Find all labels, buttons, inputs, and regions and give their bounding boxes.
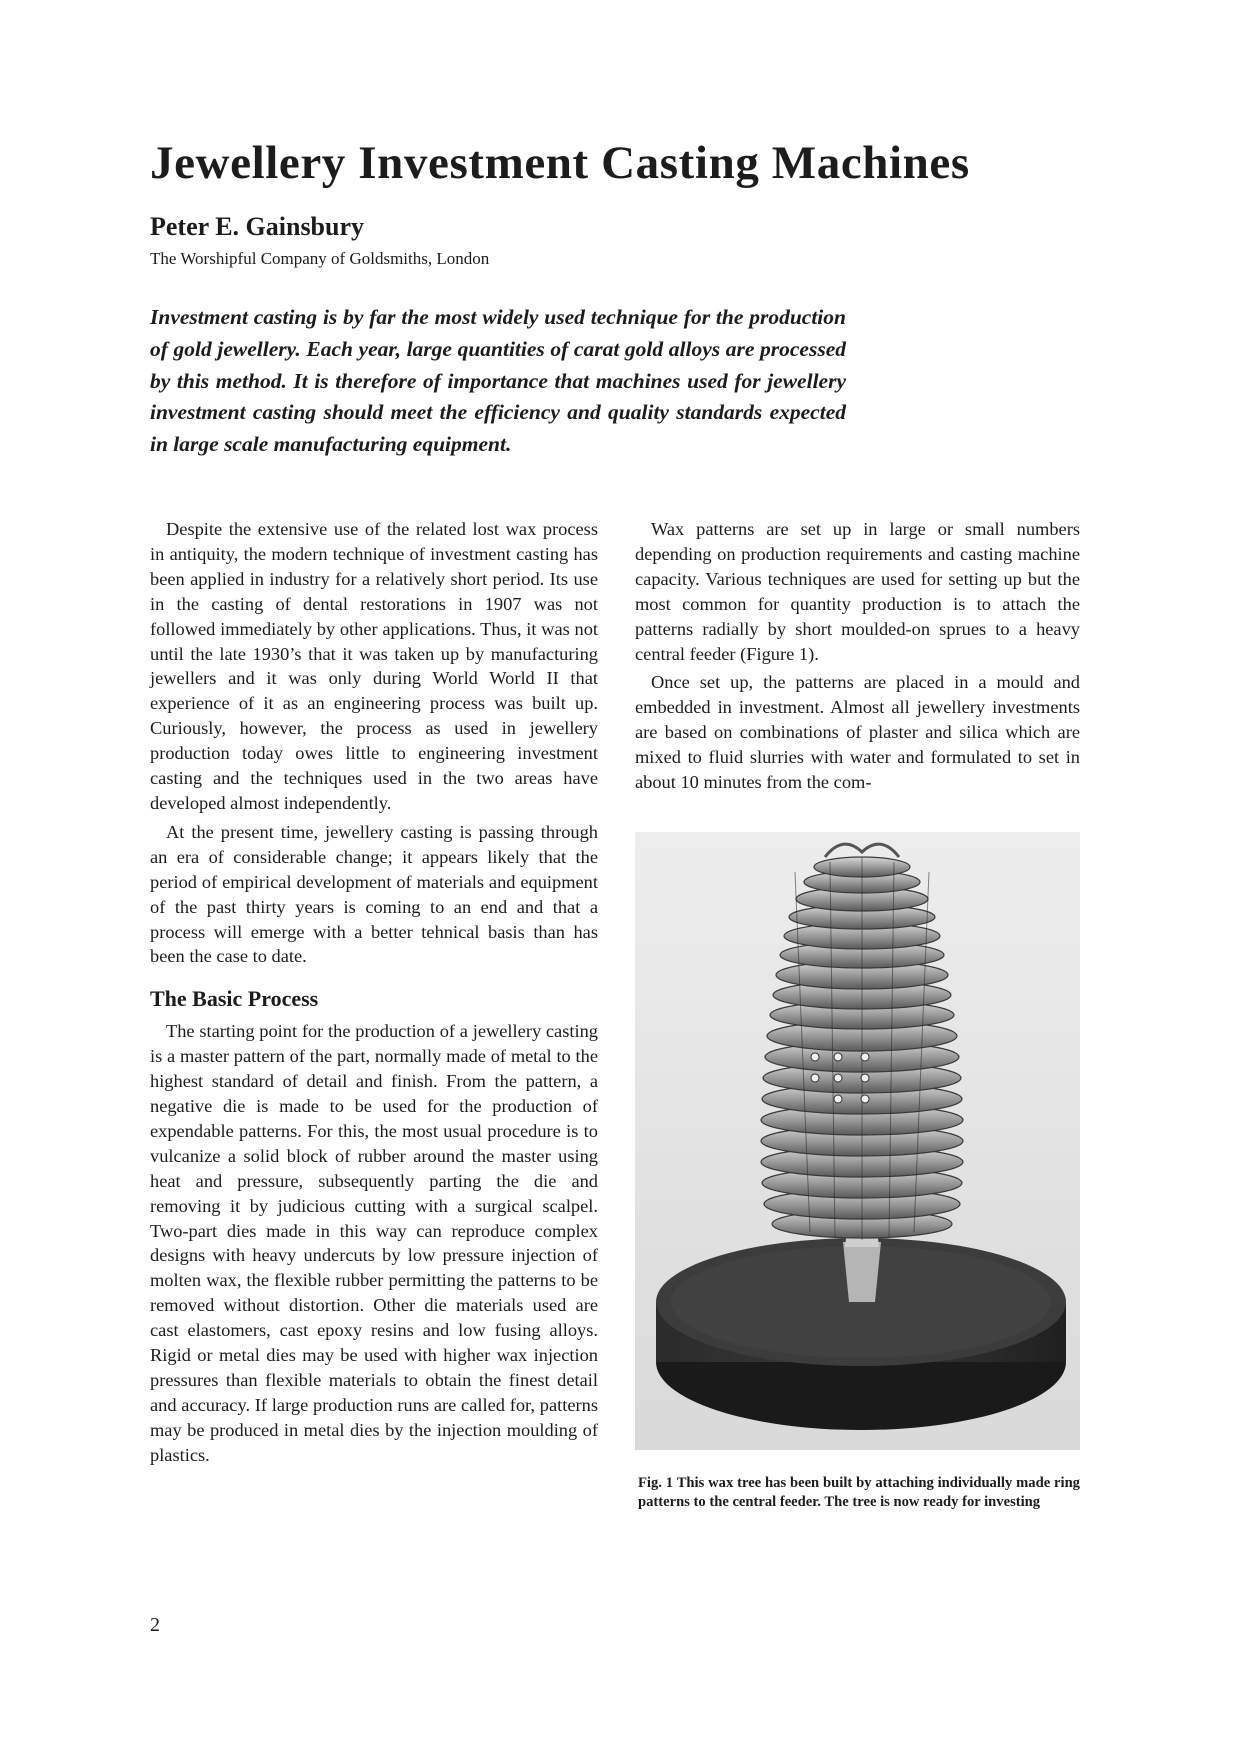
figure-caption (638, 1474, 1080, 1512)
figure-label: Fig. 1 (638, 1475, 674, 1491)
figure-caption-text: This wax tree has been built by attaching individually made ring patterns to the central feeder. The tree is now ready for investing (638, 1475, 1080, 1510)
left-text-column (150, 517, 598, 1472)
article-title: Jewellery Investment Casting Machines (150, 137, 970, 189)
body-paragraph: Once set up, the patterns are placed in a mould and embedded in investment. Almost all jewellery investments are based on combinations of plaster and silica which are mixed to fluid slurries with water and formulated to set in about 10 minutes from the com- (635, 672, 1080, 793)
wax-tree-photo (635, 832, 1080, 1450)
right-text-column (635, 517, 1080, 799)
author-affiliation: The Worshipful Company of Goldsmiths, London (150, 249, 490, 268)
page-number: 2 (150, 1614, 160, 1636)
body-paragraph: Despite the extensive use of the related lost wax process in antiquity, the modern technique of investment casting has been applied in industry for a relatively short period. Its use in the casting of dental restorations in 1907 was not followed immediately by other applications. Thus, it was not until the late 1930’s that it was taken up by manufacturing jewellers and it was only during World World II that experience of it as an engineering process was built up. Curiously, however, the process as used in jewellery production today owes little to engineering investment casting and the techniques used in the two areas have developed almost independently. (150, 519, 598, 813)
body-paragraph: Wax patterns are set up in large or small numbers depending on production requirements and casting machine capacity. Various techniques are used for setting up but the most common for quantity production is to attach the patterns radially by short moulded-on sprues to a heavy central feeder (Figure 1). (635, 519, 1080, 664)
article-author: Peter E. Gainsbury (150, 212, 365, 241)
body-paragraph: At the present time, jewellery casting is passing through an era of considerable change; it appears likely that the period of empirical development of materials and equipment of the past thirty years is coming to an end and that a process will emerge with a better tehnical basis than has been the case to date. (150, 821, 598, 967)
body-paragraph: The starting point for the production of a jewellery casting is a master pattern of the part, normally made of metal to the highest standard of detail and finish. From the pattern, a negative die is made to be used for the production of expendable patterns. For this, the most usual procedure is to vulcanize a solid block of rubber around the master using heat and pressure, subsequently parting the die and removing it by judicious cutting with a surgical scalpel. Two-part dies made in this way can reproduce complex designs with heavy undercuts by low pressure injection of molten wax, the flexible rubber permitting the patterns to be removed without distortion. Other die materials used are cast elastomers, cast epoxy resins and low fusing alloys. Rigid or metal dies may be used with higher wax injection pressures than flexible materials to obtain the finest detail and accuracy. If large production runs are called for, patterns may be produced in metal dies by the injection moulding of plastics. (150, 1021, 598, 1465)
section-heading: The Basic Process (150, 986, 319, 1012)
article-abstract: Investment casting is by far the most widely used technique for the production of gold jewellery. Each year, large quantities of carat gold alloys are processed by this method. It is therefore of importance that machines used for jewellery investment casting should meet the efficiency and quality standards expected in large scale manufacturing equipment. (150, 305, 846, 457)
